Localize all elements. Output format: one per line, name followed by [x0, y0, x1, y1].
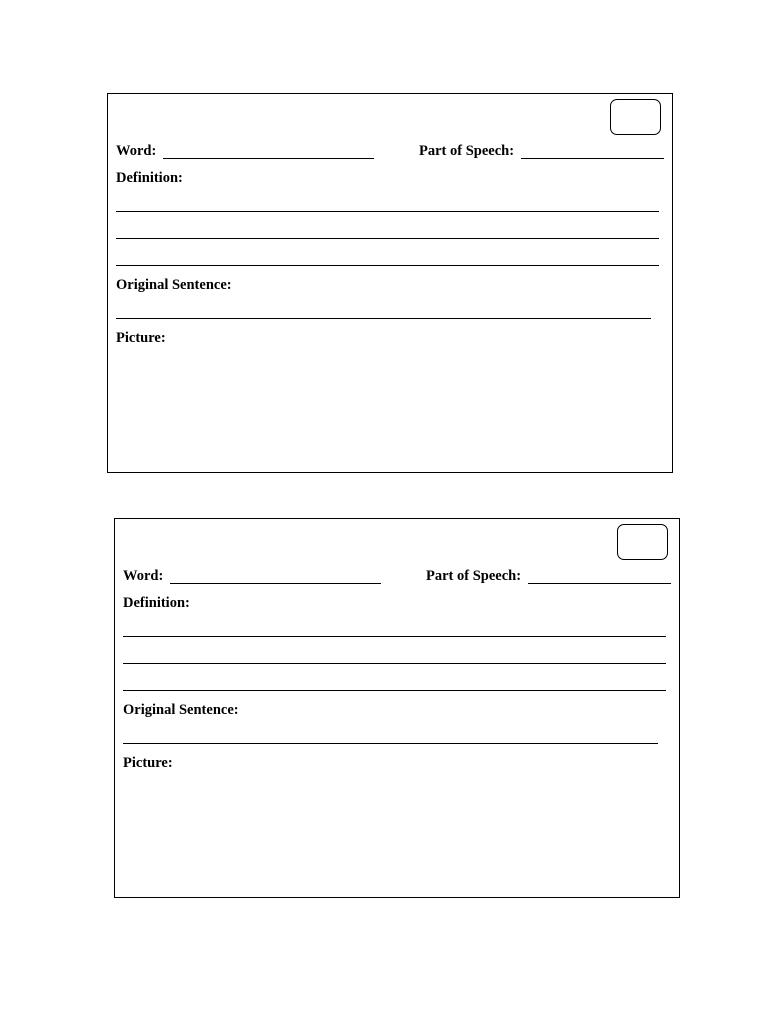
card-number-box	[610, 99, 661, 135]
part-of-speech-blank-line	[521, 158, 664, 159]
part-of-speech-blank-line	[528, 583, 671, 584]
word-blank-line	[163, 158, 374, 159]
picture-label: Picture:	[123, 755, 173, 771]
part-of-speech-label: Part of Speech:	[426, 568, 522, 584]
word-label: Word:	[116, 143, 157, 159]
original-sentence-blank-line	[123, 743, 658, 744]
definition-blank-line-3	[116, 265, 659, 266]
part-of-speech-label: Part of Speech:	[419, 143, 515, 159]
picture-label: Picture:	[116, 330, 166, 346]
definition-blank-line-3	[123, 690, 666, 691]
definition-label: Definition:	[116, 170, 183, 186]
original-sentence-label: Original Sentence:	[116, 277, 232, 293]
definition-blank-line-2	[116, 238, 659, 239]
definition-blank-line-1	[116, 211, 659, 212]
vocabulary-card-1	[107, 93, 673, 473]
vocabulary-card-2	[114, 518, 680, 898]
word-blank-line	[170, 583, 381, 584]
original-sentence-blank-line	[116, 318, 651, 319]
definition-blank-line-1	[123, 636, 666, 637]
word-label: Word:	[123, 568, 164, 584]
card-number-box	[617, 524, 668, 560]
definition-label: Definition:	[123, 595, 190, 611]
original-sentence-label: Original Sentence:	[123, 702, 239, 718]
definition-blank-line-2	[123, 663, 666, 664]
